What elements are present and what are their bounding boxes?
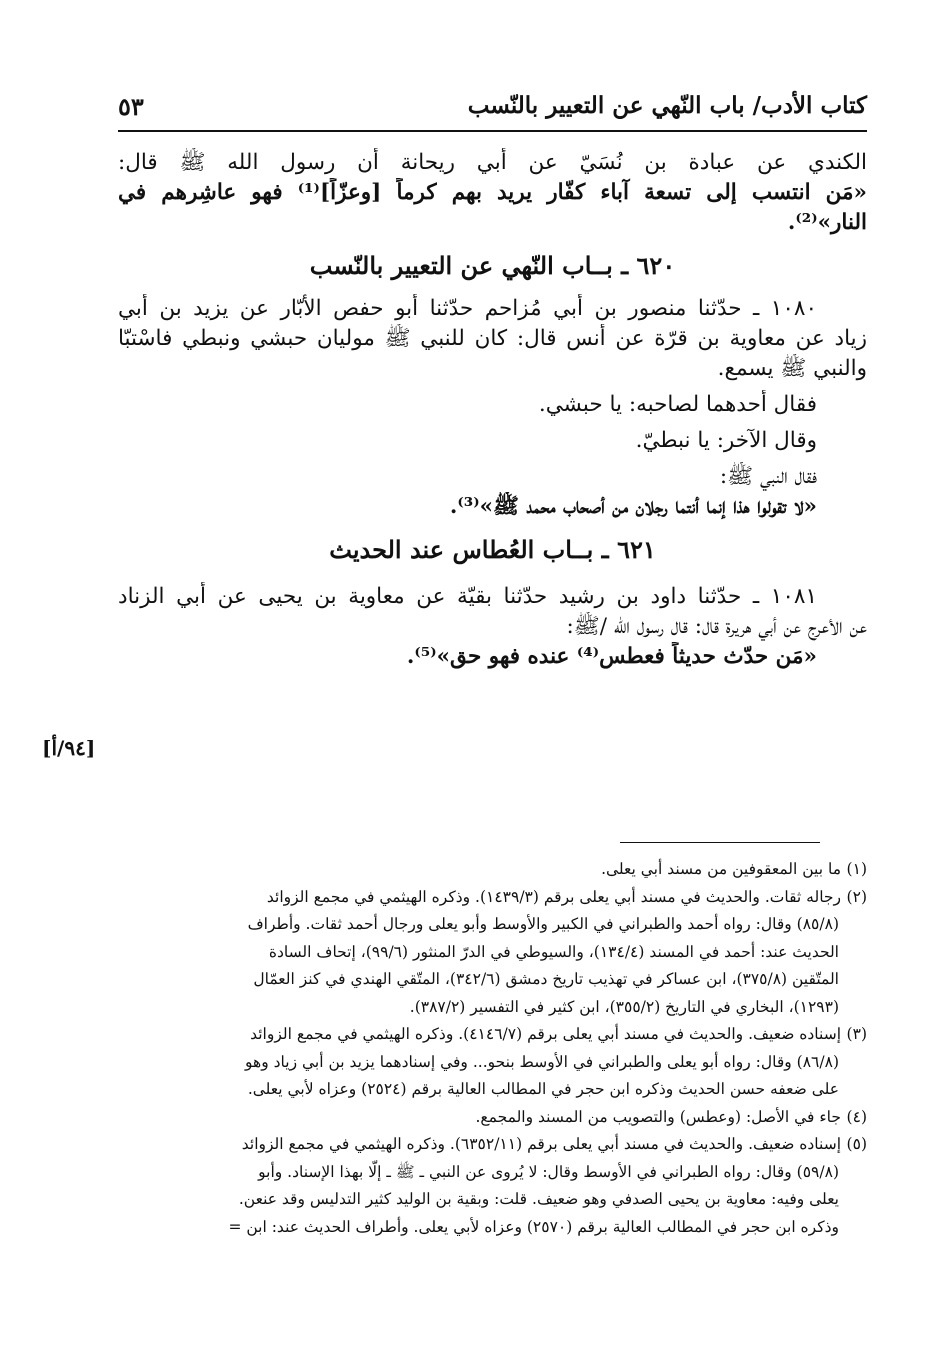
manuscript-folio-note: [٩٤/أ] [42,736,96,760]
page-number: ٥٣ [118,92,144,121]
footnote-number: (١) [846,860,867,878]
footnote-text: رجاله ثقات. والحديث في مسند أبي يعلى برقم (١٤٣٩/٣). وذكره الهيثمي في مجمع الزوائد [266,887,841,906]
footnote-text: جاء في الأصل: (وعطس) والتصويب من المسند والمجمع. [475,1107,841,1126]
footnote-3 [118,1021,867,1049]
footnotes [118,856,867,1241]
hadith-text-line: النار»⁽²⁾. [787,210,867,235]
footnote-1 [118,856,867,884]
hadith-text-line: «مَن انتسب إلى تسعة آباء كفّار يريد بهم كرماً [وعزّاً]⁽¹⁾ فهو عاشِرهم في [118,180,867,205]
footnote-text: وذكره ابن حجر في المطالب العالية برقم (٢٥٧٠) وعزاه لأبي يعلى. وأطراف الحديث عند: ابن = [228,1217,839,1236]
footnote-text: الحديث عند: أحمد في المسند (١٣٤/٤)، والسيوطي في الدرّ المنثور (٩٩/٦)، إتحاف السادة [268,942,839,961]
footnote-text: إسناده ضعيف. والحديث في مسند أبي يعلى برقم (٤١٤٦/٧). وذكره الهيثمي في مجمع الزوائد [250,1025,841,1043]
footnote-text: (٨٦/٨) وقال: رواه أبو يعلى والطبراني في الأوسط بنحو... وفي إسنادهما يزيد بن أبي زياد وهو [245,1052,839,1071]
footnote-number: (٣) [846,1025,867,1043]
chapter-heading-620: ٦٢٠ ـ بــاب النّهي عن التعيير بالنّسب [309,251,676,280]
hadith-1080-line: فقال أحدهما لصاحبه: يا حبشي. [538,392,817,417]
hadith-1080-line: والنبي ﷺ يسمع. [717,356,867,381]
footnote-text: (١٢٩٣)، البخاري في التاريخ (٣٥٥/٢)، ابن كثير في التفسير (٣٨٧/٢). [409,997,839,1016]
hadith-1080-line: زياد عن معاوية بن قرّة عن أنس قال: كان للنبي ﷺ موليان حبشي ونبطي فاسْتبّا [118,326,867,351]
chapter-heading-621: ٦٢١ ـ بــاب العُطاس عند الحديث [329,535,656,564]
running-header [118,88,867,128]
footnote-text: (٥٩/٨) وقال: رواه الطبراني في الأوسط وقال: لا يُروى عن النبي ـ ﷺ ـ إلّا بهذا الإسناد. وأبو [258,1162,839,1181]
footnote-text: المتّقين (٣٧٥/٨)، ابن عساكر في تهذيب تاريخ دمشق (٣٤٢/٦)، المتّقي الهندي في كنز العمّال [253,970,839,988]
hadith-1080-line: فقال النبي ﷺ: [719,464,817,489]
footnote-text: ما بين المعقوفين من مسند أبي يعلى. [601,860,841,878]
footnote-2 [118,884,867,912]
footnote-text: (٨٥/٨) وقال: رواه أحمد والطبراني في الكبير والأوسط وأبو يعلى ورجال أحمد ثقات. وأطراف [247,915,839,933]
text-line: الكندي عن عبادة بن نُسَيّ عن أبي ريحانة أن رسول الله ﷺ قال: [118,150,867,175]
footnote-text: يعلى وفيه: معاوية بن يحيى الصدفي وهو ضعيف. قلت: وبقية بن الوليد كثير التدليس وقد عنعن. [238,1190,839,1208]
footnote-number: (٥) [846,1135,867,1153]
hadith-1080-line: «لا تقولوا هذا إنما أنتما رجلان من أصحاب محمد ﷺ»⁽³⁾. [449,494,817,519]
footnote-rule [620,842,820,843]
header-rule [118,130,867,132]
footnote-number: (٤) [846,1107,867,1126]
hadith-1081-line: ١٠٨١ ـ حدّثنا داود بن رشيد حدّثنا بقيّة عن معاوية بن يحيى عن أبي الزناد [118,584,817,609]
hadith-1080-line: وقال الآخر: يا نبطيّ. [635,428,817,453]
footnote-5 [118,1131,867,1159]
running-header-title: كتاب الأدب/ باب النّهي عن التعيير بالنّسب [467,92,867,119]
hadith-1081-line: «مَن حدّث حديثاً فعطس⁽⁴⁾ عنده فهو حق»⁽⁵⁾. [406,644,817,669]
main-text [118,148,867,672]
footnote-4 [118,1104,867,1132]
hadith-1080-line: ١٠٨٠ ـ حدّثنا منصور بن أبي مُزاحم حدّثنا أبو حفص الأبّار عن يزيد بن أبي [118,296,817,321]
footnote-number: (٢) [846,887,867,906]
footnote-text: على ضعفه حسن الحديث وذكره ابن حجر في المطالب العالية برقم (٢٥٢٤) وعزاه لأبي يعلى. [247,1080,839,1098]
hadith-1081-line: عن الأعرج عن أبي هريرة قال: قال رسول الله /ﷺ: [566,614,867,639]
footnote-text: إسناده ضعيف. والحديث في مسند أبي يعلى برقم (٦٣٥٢/١١). وذكره الهيثمي في مجمع الزوائد [241,1135,841,1153]
